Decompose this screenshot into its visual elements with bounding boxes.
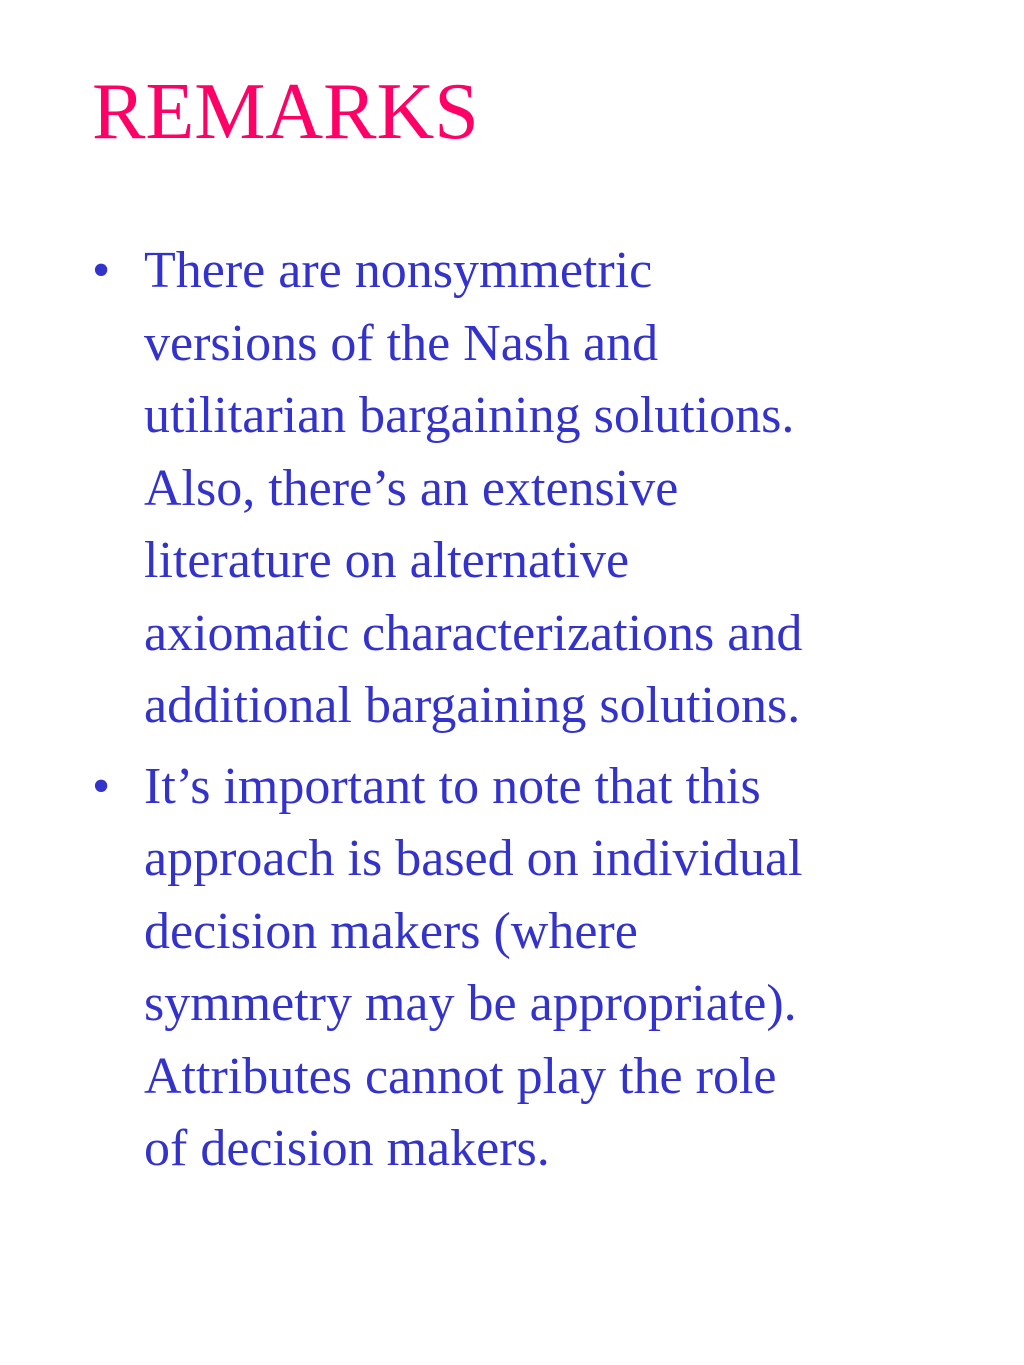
bullet-text-line: approach is based on individual: [144, 830, 803, 887]
bullet-text-line: symmetry may be appropriate).: [144, 975, 797, 1032]
bullet-text-line: literature on alternative: [144, 532, 630, 589]
bullet-marker: •: [92, 757, 111, 815]
bullet-text-line: axiomatic characterizations and: [144, 604, 803, 662]
bullet-item-nonsymmetric-versions: [92, 235, 952, 743]
bullet-marker: •: [92, 242, 111, 299]
bullet-text-line: utilitarian bargaining solutions.: [144, 387, 795, 444]
bullet-text-line: Also, there’s an extensive: [144, 459, 679, 517]
bullet-item-individual-decision-makers: [92, 751, 952, 1186]
bullet-text-line: There are nonsymmetric: [144, 242, 653, 299]
bullet-text-line: of decision makers.: [144, 1120, 550, 1177]
bullet-text-line: It’s important to note that this: [144, 757, 761, 815]
bullet-list: [92, 235, 952, 1194]
bullet-text-line: versions of the Nash and: [144, 314, 659, 372]
slide-title: REMARKS: [92, 68, 479, 156]
bullet-text-line: additional bargaining solutions.: [144, 677, 801, 734]
bullet-text-line: decision makers (where: [144, 902, 638, 960]
bullet-text-line: Attributes cannot play the role: [144, 1047, 777, 1105]
